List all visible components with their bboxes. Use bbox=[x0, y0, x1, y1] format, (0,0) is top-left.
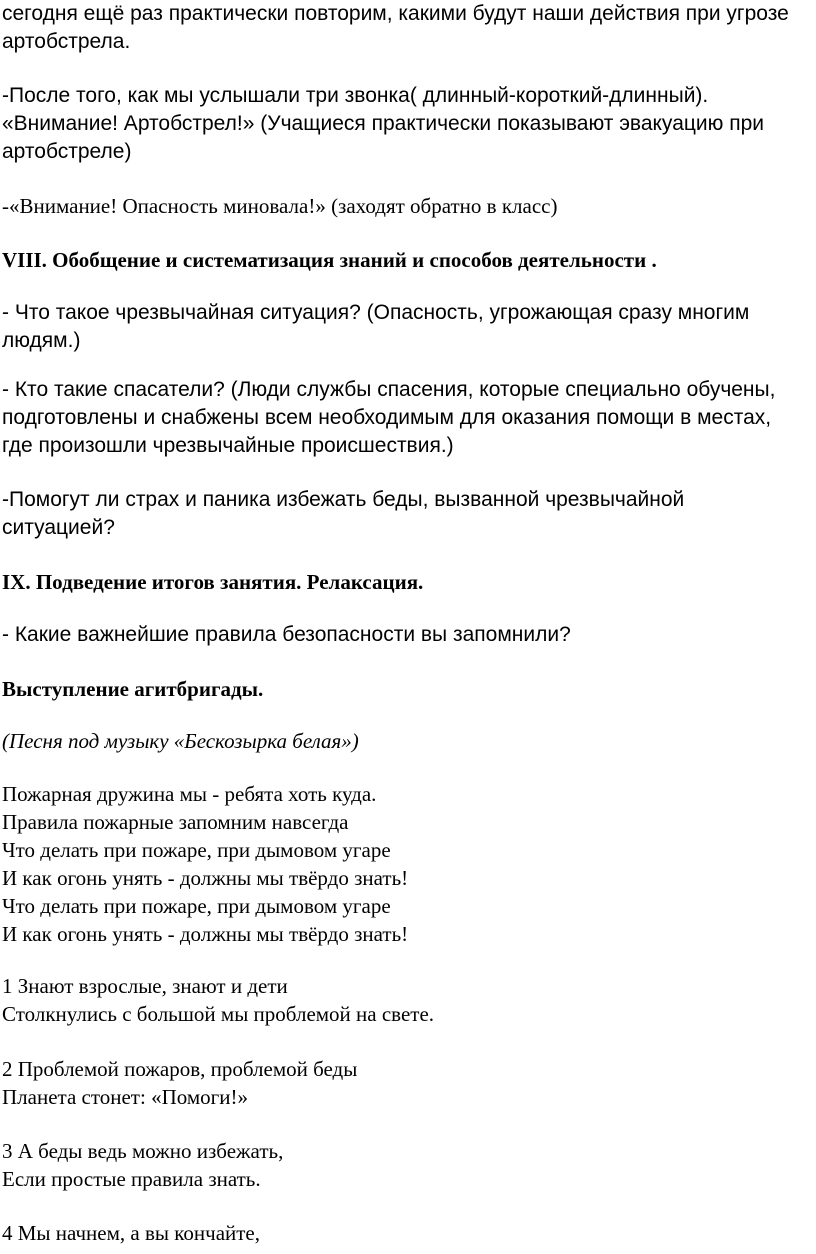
verse-3 bbox=[2, 1137, 802, 1193]
song-line: И как огонь унять - должны мы твёрдо знать! bbox=[2, 922, 409, 946]
song-note: (Песня под музыку «Бескозырка белая») bbox=[2, 729, 359, 753]
song-line: Что делать при пожаре, при дымовом угаре bbox=[2, 838, 391, 862]
heading-section-ix: IX. Подведение итогов занятия. Релаксация. bbox=[2, 570, 424, 594]
verse-line: 2 Проблемой пожаров, проблемой беды bbox=[2, 1057, 358, 1081]
verse-1 bbox=[2, 972, 802, 1028]
verse-4 bbox=[2, 1219, 802, 1247]
question-safety-rules: - Какие важнейшие правила безопасности вы запомнили? bbox=[2, 623, 571, 646]
question-rescuers: - Кто такие спасатели? (Люди службы спасения, которые специально обучены, подготовлены и снабжены всем необходимым для оказания помощи в местах, где произошли чрезвычайные происшествия.) bbox=[2, 378, 776, 457]
heading-agitbrigade: Выступление агитбригады. bbox=[2, 677, 264, 701]
verse-line: Планета стонет: «Помоги!» bbox=[2, 1085, 248, 1109]
song-line: Правила пожарные запомним навсегда bbox=[2, 810, 349, 834]
question-emergency: - Что такое чрезвычайная ситуация? (Опасность, угрожающая сразу многим людям.) bbox=[2, 301, 750, 352]
paragraph-intro: сегодня ещё раз практически повторим, какими будут наши действия при угрозе артобстрела. bbox=[2, 2, 789, 53]
paragraph-alarm bbox=[2, 82, 802, 166]
song-line: Пожарная дружина мы - ребята хоть куда. bbox=[2, 782, 377, 806]
paragraph-alarm-line2: «Внимание! Артобстрел!» (Учащиеся практически показывают эвакуацию при артобстреле) bbox=[2, 112, 764, 163]
verse-2 bbox=[2, 1055, 802, 1111]
heading-section-viii: VIII. Обобщение и систематизация знаний и способов деятельности . bbox=[2, 248, 657, 272]
verse-line: 3 А беды ведь можно избежать, bbox=[2, 1139, 284, 1163]
song-line: Что делать при пожаре, при дымовом угаре bbox=[2, 894, 391, 918]
question-panic: -Помогут ли страх и паника избежать беды, вызванной чрезвычайной ситуацией? bbox=[2, 488, 685, 539]
paragraph-all-clear: -«Внимание! Опасность миновала!» (заходят обратно в класс) bbox=[2, 194, 558, 218]
verse-line: 4 Мы начнем, а вы кончайте, bbox=[2, 1221, 260, 1245]
song-chorus bbox=[2, 780, 802, 948]
verse-line: Если простые правила знать. bbox=[2, 1167, 261, 1191]
song-line: И как огонь унять - должны мы твёрдо знать! bbox=[2, 866, 409, 890]
paragraph-alarm-line1: -После того, как мы услышали три звонка( длинный-короткий-длинный). bbox=[2, 84, 709, 107]
verse-line: 1 Знают взрослые, знают и дети bbox=[2, 974, 288, 998]
verse-line: Столкнулись с большой мы проблемой на свете. bbox=[2, 1002, 435, 1026]
